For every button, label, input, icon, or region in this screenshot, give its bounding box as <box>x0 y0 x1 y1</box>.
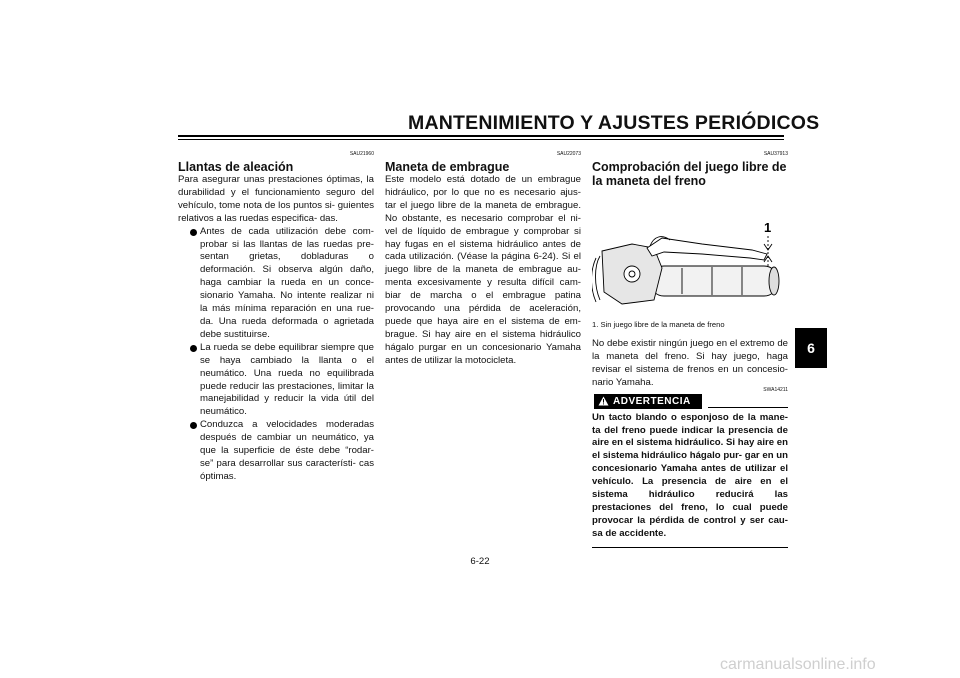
page-number: 6-22 <box>470 556 490 567</box>
list-item: Antes de cada utilización debe com- probar si las llantas de las ruedas pre- sentan grietas, dobladuras o deformación. Si observa algún daño, haga cambiar la rueda en un conce- sionario Yamaha. No intente realizar ni la más mínima reparación en una rue- da. Una rueda deformada o agrietada debe sustituirse. <box>178 226 374 342</box>
column-brake-lever <box>592 150 788 548</box>
warning-code: SWA14211 <box>763 386 788 393</box>
list-item: La rueda se debe equilibrar siempre que se haya cambiado la llanta o el neumático. Una rueda no equilibrada puede reducir las prestaciones, limitar la manejabilidad y reducir la vida útil del neumático. <box>178 342 374 419</box>
section-heading: Maneta de embrague <box>385 160 510 174</box>
section-code: SAU37913 <box>763 151 788 157</box>
section-code: SAU22073 <box>556 151 581 157</box>
warning-header <box>592 392 788 412</box>
brake-lever-illustration <box>592 196 788 316</box>
bullet-icon <box>190 345 197 352</box>
section-code: SAU21960 <box>349 151 374 157</box>
section-text: No debe existir ningún juego en el extremo de la maneta del freno. Si hay juego, haga revisar el sistema de frenos en un concesio- nario Yamaha. <box>592 338 788 388</box>
section-text: Este modelo está dotado de un embrague hidráulico, por lo que no es necesario ajus- tar el juego libre de la maneta de embrague. No obstante, es necesario comprobar el ni- vel de líquido de embrague y comprobar si hay fugas en el sistema hidráulico antes de cada utilización. (Véase la página 6-24). Si el juego libre de la maneta de embrague au- menta excesivamente y resulta difícil cam- biar de marcha o el embrague patina provocando una pérdida de aceleración, puede que haya aire en el sistema de em- brague. Si hay aire en el sistema hidráulico hágalo purgar en un concesionario Yamaha antes de utilizar la motocicleta. <box>385 174 581 366</box>
figure-callout-number: 1 <box>764 220 772 235</box>
warning-label: ADVERTENCIA <box>613 395 691 407</box>
warning-triangle-icon <box>598 396 609 406</box>
figure-caption: 1. Sin juego libre de la maneta de freno <box>592 320 725 329</box>
header-rule <box>178 135 784 137</box>
bullet-icon <box>190 229 197 236</box>
bullet-icon <box>190 422 197 429</box>
page-header-title: MANTENIMIENTO Y AJUSTES PERIÓDICOS <box>408 112 820 134</box>
brake-lever-figure <box>592 196 788 316</box>
warning-bottom-rule <box>592 547 788 548</box>
column-alloy-wheels <box>178 150 374 484</box>
list-item: Conduzca a velocidades moderadas después de cambiar un neumático, ya que la superficie de éste debe “rodar- se” para desarrollar sus característi- cas óptimas. <box>178 419 374 484</box>
warning-text: Un tacto blando o esponjoso de la mane- ta del freno puede indicar la presencia de aire en el sistema hidráulico. Si hay aire en el sistema hidráulico hágalo pur- gar en un concesionario Yamaha antes de utilizar el vehículo. La presencia de aire en el sistema hidráulico reducirá las prestaciones del freno, lo cual puede provocar la pérdida de control y ser cau- sa de accidente. <box>592 411 788 539</box>
section-intro: Para asegurar unas prestaciones óptimas, la durabilidad y el funcionamiento seguro del vehículo, tome nota de los puntos si- guientes relativos a las ruedas especifica- das. <box>178 174 374 224</box>
column-clutch-lever <box>385 150 581 368</box>
warning-badge <box>594 394 702 409</box>
warning-rule <box>708 407 788 408</box>
header-rule-thin <box>178 139 784 140</box>
chapter-tab: 6 <box>795 328 827 368</box>
bullet-list <box>178 226 374 484</box>
section-heading: Comprobación del juego libre de la maneta del freno <box>592 160 787 188</box>
section-heading: Llantas de aleación <box>178 160 294 174</box>
watermark: carmanualsonline.info <box>720 656 876 673</box>
